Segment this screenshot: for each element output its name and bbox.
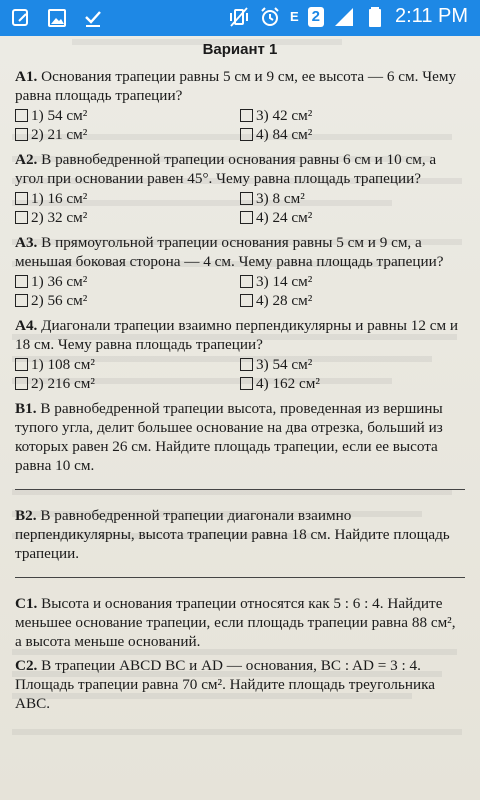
- checkbox-icon[interactable]: [15, 358, 28, 371]
- answer-option[interactable]: [240, 208, 465, 227]
- question-c1: [15, 594, 465, 651]
- question-number: B2.: [15, 507, 37, 524]
- option-label: 3) 8 см²: [256, 190, 305, 207]
- answer-option[interactable]: [15, 125, 240, 144]
- question-number: A2.: [15, 151, 38, 168]
- answer-option[interactable]: [240, 355, 465, 374]
- worksheet-page: [0, 36, 480, 800]
- option-label: 1) 36 см²: [31, 273, 88, 290]
- question-number: A1.: [15, 68, 38, 85]
- answer-options-a3: [15, 272, 465, 310]
- signal-icon: [333, 6, 355, 28]
- answer-option[interactable]: [240, 189, 465, 208]
- question-text: Высота и основания трапеции относятся как 5 : 6 : 4. Найдите меньшее основание трапеции, если площадь трапеции равна 88 см², а высота меньше оснований.: [15, 595, 456, 650]
- question-a4: [15, 316, 465, 354]
- page-title: Вариант 1: [202, 41, 278, 58]
- option-label: 4) 24 см²: [256, 209, 313, 226]
- battery-icon: [364, 6, 386, 28]
- option-label: 4) 162 см²: [256, 375, 320, 392]
- answer-option[interactable]: [240, 272, 465, 291]
- question-text: В прямоугольной трапеции основания равны 5 см и 9 см, а меньшая боковая сторона — 4 см. Чему равна площадь трапеции?: [15, 234, 444, 270]
- answer-option[interactable]: [240, 106, 465, 125]
- option-label: 4) 28 см²: [256, 292, 313, 309]
- checkbox-icon[interactable]: [240, 109, 253, 122]
- answer-option[interactable]: [240, 125, 465, 144]
- answer-option[interactable]: [15, 272, 240, 291]
- answer-option[interactable]: [15, 106, 240, 125]
- checkbox-icon[interactable]: [15, 192, 28, 205]
- question-a3: [15, 233, 465, 271]
- answer-options-a1: [15, 106, 465, 144]
- answer-option[interactable]: [240, 374, 465, 393]
- checkbox-icon[interactable]: [15, 128, 28, 141]
- question-a1: [15, 67, 465, 105]
- vibrate-mute-icon: [228, 6, 250, 28]
- checkbox-icon[interactable]: [15, 109, 28, 122]
- option-label: 4) 84 см²: [256, 126, 313, 143]
- answer-option[interactable]: [15, 291, 240, 310]
- answer-option[interactable]: [15, 208, 240, 227]
- data-e-icon: E: [289, 8, 299, 24]
- question-text: В равнобедренной трапеции основания равны 6 см и 10 см, а угол при основании равен 45°. Чему равна площадь трапеции?: [15, 151, 437, 187]
- option-label: 2) 21 см²: [31, 126, 88, 143]
- question-number: A3.: [15, 234, 38, 251]
- checkbox-icon[interactable]: [15, 294, 28, 307]
- answer-options-a4: [15, 355, 465, 393]
- answer-option[interactable]: [240, 291, 465, 310]
- alarm-clock-icon: [259, 6, 281, 28]
- checkbox-icon[interactable]: [240, 211, 253, 224]
- question-number: A4.: [15, 317, 38, 334]
- question-number: C1.: [15, 595, 38, 612]
- sim-2-icon: 2: [308, 7, 324, 27]
- answer-option[interactable]: [15, 374, 240, 393]
- option-label: 3) 14 см²: [256, 273, 313, 290]
- answer-option[interactable]: [15, 355, 240, 374]
- checkbox-icon[interactable]: [240, 294, 253, 307]
- checkmark-icon: [82, 7, 104, 29]
- option-label: 1) 16 см²: [31, 190, 88, 207]
- question-text: В равнобедренной трапеции диагонали взаимно перпендикулярны, высота трапеции равна 18 см. Найдите площадь трапеции.: [15, 507, 450, 562]
- answer-option[interactable]: [15, 189, 240, 208]
- checkbox-icon[interactable]: [15, 377, 28, 390]
- question-a2: [15, 150, 465, 188]
- checkbox-icon[interactable]: [240, 128, 253, 141]
- status-bar: [0, 0, 480, 36]
- question-c2: [15, 656, 465, 713]
- checkbox-icon[interactable]: [240, 275, 253, 288]
- checkbox-icon[interactable]: [15, 211, 28, 224]
- question-text: Диагонали трапеции взаимно перпендикулярны и равны 12 см и 18 см. Чему равна площадь трапеции?: [15, 317, 459, 353]
- checkbox-icon[interactable]: [15, 275, 28, 288]
- question-number: B1.: [15, 400, 37, 417]
- checkbox-icon[interactable]: [240, 358, 253, 371]
- checkbox-icon[interactable]: [240, 192, 253, 205]
- question-number: C2.: [15, 657, 38, 674]
- clock-time: 2:11 PM: [395, 5, 468, 27]
- question-text: В равнобедренной трапеции высота, проведенная из вершины тупого угла, делит большее основание на два отрезка, больший из которых равен 26 см. Найдите площадь трапеции, если ее высота равна 10 см.: [15, 400, 443, 474]
- question-b1: [15, 399, 465, 475]
- question-text: В трапеции ABCD BC и AD — основания, BC : AD = 3 : 4. Площадь трапеции равна 70 см². Найдите площадь треугольника ABC.: [15, 657, 436, 712]
- option-label: 1) 54 см²: [31, 107, 88, 124]
- worksheet-content: [15, 40, 465, 713]
- answer-line: [15, 577, 465, 578]
- option-label: 1) 108 см²: [31, 356, 95, 373]
- gallery-frame-icon: [10, 7, 32, 29]
- answer-line: [15, 489, 465, 490]
- checkbox-icon[interactable]: [240, 377, 253, 390]
- option-label: 2) 216 см²: [31, 375, 95, 392]
- option-label: 3) 54 см²: [256, 356, 313, 373]
- question-text: Основания трапеции равны 5 см и 9 см, ее высота — 6 см. Чему равна площадь трапеции?: [15, 68, 457, 104]
- answer-options-a2: [15, 189, 465, 227]
- option-label: 3) 42 см²: [256, 107, 313, 124]
- image-icon: [46, 7, 68, 29]
- option-label: 2) 56 см²: [31, 292, 88, 309]
- question-b2: [15, 506, 465, 563]
- option-label: 2) 32 см²: [31, 209, 88, 226]
